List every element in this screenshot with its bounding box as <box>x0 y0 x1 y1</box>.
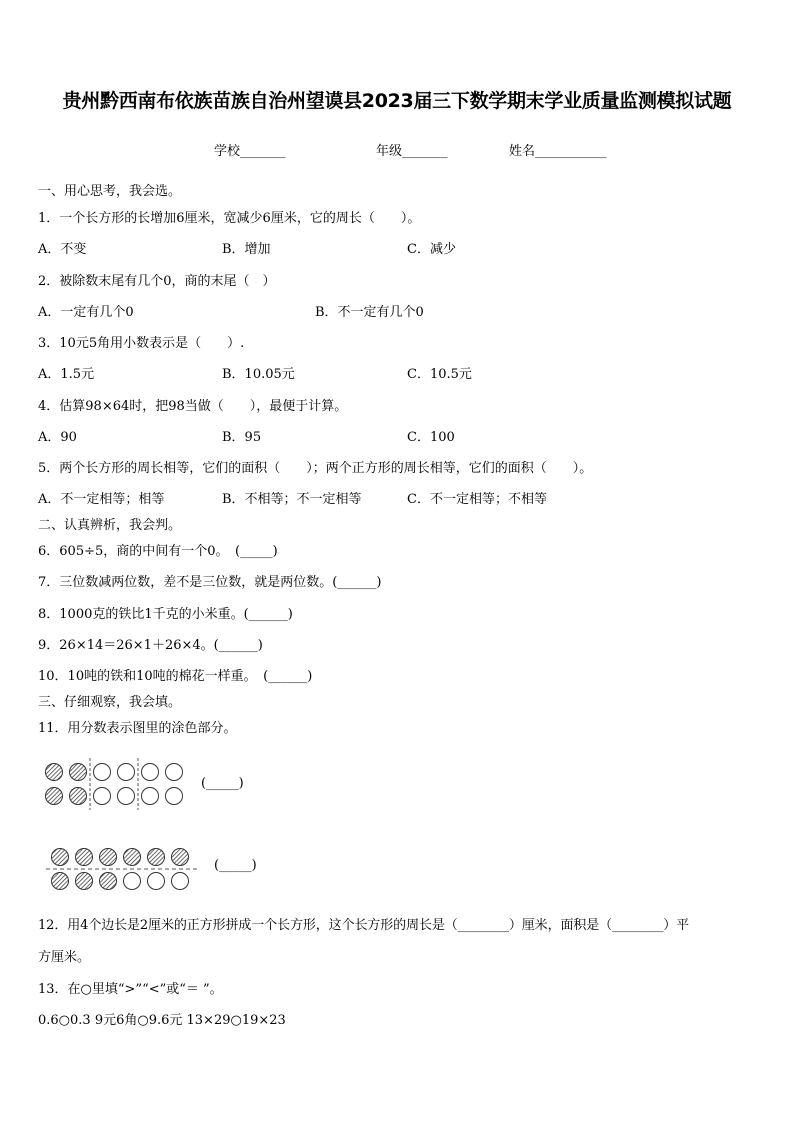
question-4: 4．估算98×64时，把98当做（ ），最便于计算。 <box>38 399 348 414</box>
question-6: 6．605÷5，商的中间有一个0。 (_____) <box>38 544 278 559</box>
q4-option-c: C．100 <box>407 430 455 445</box>
q1-option-b: B．增加 <box>222 242 271 257</box>
page-title: 贵州黔西南布依族苗族自治州望谟县2023届三下数学期末学业质量监测模拟试题 <box>62 90 732 112</box>
question-9: 9．26×14＝26×1＋26×4。(______) <box>38 638 263 653</box>
circle-figure-2 <box>38 842 208 896</box>
question-10: 10．10吨的铁和10吨的棉花一样重。 (______) <box>38 669 313 684</box>
circle-figure-1 <box>38 756 208 814</box>
name-field: 姓名___________ <box>509 144 607 159</box>
question-3: 3．10元5角用小数表示是（ ）. <box>38 336 245 351</box>
q11-blank-1: (_____) <box>201 776 244 791</box>
q3-option-b: B．10.05元 <box>222 367 295 382</box>
question-13: 13．在○里填“>”“<”或“＝ ”。 <box>38 982 223 997</box>
q11-blank-2: (_____) <box>214 858 257 873</box>
q2-option-a: A．一定有几个0 <box>38 305 134 320</box>
q1-option-c: C．减少 <box>407 242 456 257</box>
question-12: 12．用4个边长是2厘米的正方形拼成一个长方形，这个长方形的周长是（________）厘米，面积是（________）平 <box>38 918 690 933</box>
q5-option-b: B．不相等；不一定相等 <box>222 492 362 507</box>
q4-option-a: A．90 <box>38 430 77 445</box>
question-7: 7．三位数减两位数，差不是三位数，就是两位数。(______) <box>38 575 382 590</box>
question-12-cont: 方厘米。 <box>38 950 91 965</box>
question-2: 2．被除数末尾有几个0，商的末尾（ ） <box>38 274 276 289</box>
question-1: 1．一个长方形的长增加6厘米，宽减少6厘米，它的周长（ ）。 <box>38 211 421 226</box>
question-11: 11．用分数表示图里的涂色部分。 <box>38 721 237 736</box>
section-heading-3: 三、仔细观察，我会填。 <box>38 695 182 710</box>
q3-option-a: A．1.5元 <box>38 367 95 382</box>
q2-option-b: B．不一定有几个0 <box>315 305 424 320</box>
q1-option-a: A．不变 <box>38 242 87 257</box>
q5-option-a: A．不一定相等；相等 <box>38 492 165 507</box>
question-5: 5．两个长方形的周长相等，它们的面积（ ）；两个正方形的周长相等，它们的面积（ ）。 <box>38 461 593 476</box>
grade-field: 年级_______ <box>376 144 448 159</box>
q4-option-b: B．95 <box>222 430 262 445</box>
question-8: 8．1000克的铁比1千克的小米重。(______) <box>38 607 293 622</box>
school-field: 学校_______ <box>214 144 286 159</box>
section-heading-2: 二、认真辨析，我会判。 <box>38 518 182 533</box>
section-heading-1: 一、用心思考，我会选。 <box>38 184 182 199</box>
q5-option-c: C．不一定相等；不相等 <box>407 492 547 507</box>
q3-option-c: C．10.5元 <box>407 367 472 382</box>
q13-comparisons: 0.6○0.3 9元6角○9.6元 13×29○19×23 <box>38 1013 286 1028</box>
